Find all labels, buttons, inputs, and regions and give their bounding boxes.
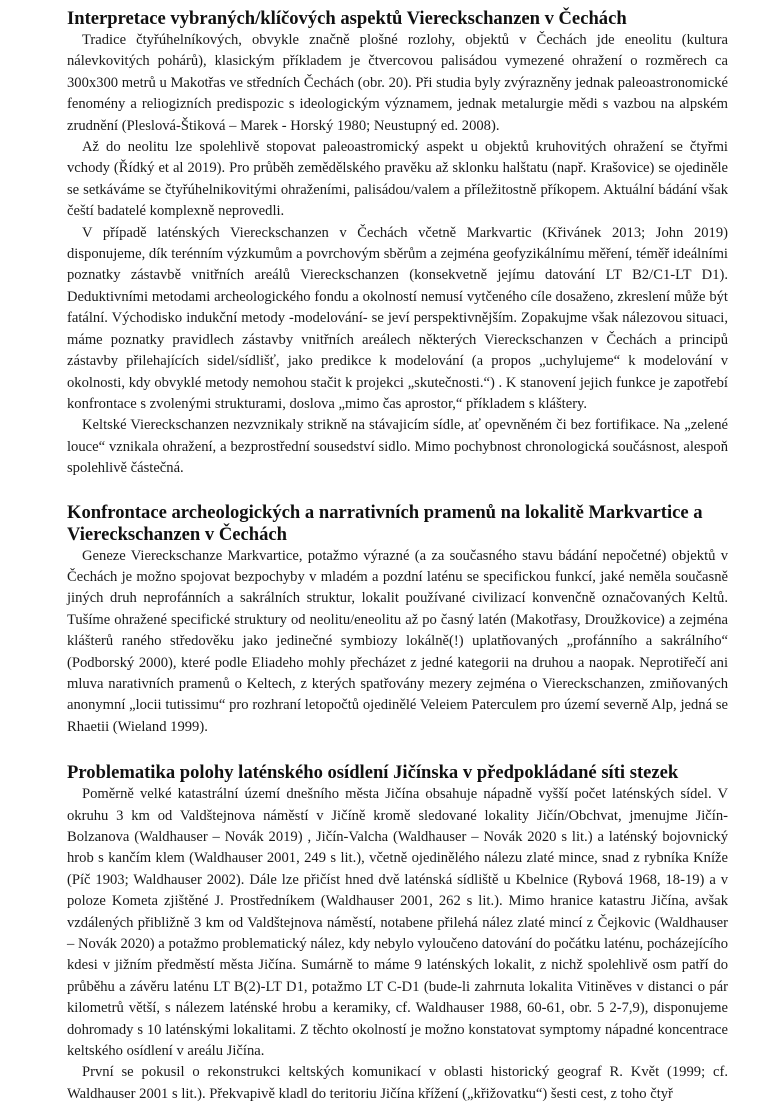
paragraph: První se pokusil o rekonstrukci keltských komunikací v oblasti historický geograf R. Květ (1999; cf. Waldhauser 2001 s lit.). Překvapivě kladl do teritoriu Jičína křížení („křižovatku“) šesti cest, z toho čtyř [67, 1064, 728, 1102]
section-spacer [67, 738, 728, 762]
section-heading-settlement: Problematika polohy laténského osídlení Jičínska v předpokládané síti stezek [67, 762, 679, 784]
section-heading-confrontation: Konfrontace archeologických a narrativních pramenů na lokalitě Markvartice a Viereckschanzen v Čechách [67, 501, 703, 545]
section-spacer [67, 480, 728, 502]
paragraph: V případě laténských Viereckschanzen v Čechách včetně Markvartic (Křivánek 2013; John 2019) disponujeme, dík terénním výzkumům a povrchovým sběrům a zejména geofyzikálnímu měření, téměř ideálními poznatky zástavbě vnitřních areálů Viereckschanzen (konsekvetně jejímu datování LT B2/C1-LT D1). Deduktivními metodami archeologického fondu a okolností nemusí vytčeného cíle dosaženo, zkreslení může být fatální. Východisko indukční metody -modelování- se jeví perspektivnějším. Zopakujme však nálezovou situaci, máme poznatky pravidlech zástavby vnitřních areálech některých Viereckschanzen v Čechách a principů zástavby přilehajících sidel/sídlišť, jako predikce k modelování (a propos „uchylujeme“ k modelování v okolnosti, kdy obvyklé metody nemohou stačit k projekci „skutečnosti.“) . K stanovení jejich funkce je zapotřebí konfrontace s zvolenými strukturami, doslova „mimo čas aprostor,“ příkladem s kláštery. [67, 224, 728, 412]
paragraph: Geneze Viereckschanze Markvartice, potažmo výrazné (a za současného stavu bádání nepočetné) objektů v Čechách je možno spojovat bezpochyby v mladém a pozdní laténu se specifickou funkcí, jaké neměla současně jiných druh neprofánních a sakrálních struktur, lokalit používané civilizací konvenčně označovaných Keltů. Tušíme ohražené specifické struktury od neolitu/eneolitu až po časný latén (Makotřasy, Droužkovice) a zejména klášterů raného středověku jako jedinečné symbiozy lokálně(!) uplatňovaných „profánního a sakrálního“ (Podborský 2000), které podle Eliadeho mohly přecházet z jedné kategorii na druhou a naopak. Neprotiřečí ani mluva narativních pramenů o Keltech, z kterých spatřovány mezery zejména o Viereckschanzen, zmiňovaných anonymní „locii tutissimu“ pro rozhraní letopočtů ojedinělé Veleiem Paterculem pro území severně Alp, jedná se Rhaetii (Wieland 1999). [67, 547, 728, 735]
section-heading-aspects: Interpretace vybraných/klíčových aspektů Viereckschanzen v Čechách [67, 8, 627, 29]
paragraph: Keltské Viereckschanzen nezvznikaly strikně na stávajicím sídle, ať opevněném či bez fortifikace. Na „zelené louce“ vznikala ohražení, a bezprostřední sousedství sidlo. Mimo pochybnost chronologická součásnost, alespoň spolehlivě částečná. [67, 417, 728, 477]
paragraph: Tradice čtyřúhelníkových, obvykle značně plošné rozlohy, objektů v Čechách jde eneolitu (kultura nálevkovitých pohárů), klasickým příkladem je čtvercovou palisádou vymezené ohražení o rozměrech ca 300x300 metrů u Makotřas ve středních Čechách (obr. 20). Při studia byly zvýrazněny jednak paleoastronomické fenomény a reliogizních predispozic s ideologickým významem, jednak metalurgie mědi s vazbou na alpském zrudnění (Pleslová-Štiková – Marek - Horský 1980; Neustupný ed. 2008). [67, 32, 728, 134]
paragraph: Poměrně velké katastrální území dnešního města Jičína obsahuje nápadně vyšší počet laténských sídel. V okruhu 3 km od Valdštejnova náměstí v Jičíně kromě sledované lokality Jičín/Obchvat, jmenujme Jičín-Bolzanova (Waldhauser – Novák 2019) , Jičín-Valcha (Waldhauser – Novák 2020 s lit.) a laténský bojovnický hrob s kančím klem (Waldhauser 2001, 249 s lit.), včetně ojedinělého nálezu zlaté mince, snad z rybníka Kníže (Píč 1903; Waldhauser 2002). Dále lze přičíst hned dvě laténská sídliště u Kbelnice (Rybová 1968, 18-19) a v poloze Kometa zjištěné J. Prostředníkem (Waldhauser 2001, 262 s lit.). Mimo hranice katastru Jičína, avšak vzdálených přibližně 3 km od Valdštejnova náměstí, notabene přilehá nález zlaté mincí z Čejkovic (Waldhauser – Novák 2020) a potažmo problematický nález, kdy nebylo vyloučeno datování do počátku laténu, pocházejícího kdesi v jižním předměstí města Jičína. Sumárně to máme 9 laténských lokalit, z nichž spolehlivě osm patří do průběhu a závěru laténu LT B(2)-LT D1, potažmo LT C-D1 (bude-li zahrnuta lokalita Vitiněves v distanci o pár kilometrů větší, s nálezem laténské hrobu a keramiky, cf. Waldhauser 1988, 60-61, obr. 5 2-7,9), disponujeme dohromady s 10 laténskými lokalitami. Z těchto okolností je možno konstatovat symptomy nápadné koncentrace keltského osídlení v areálu Jičína. [67, 786, 728, 1060]
paragraph: Až do neolitu lze spolehlivě stopovat paleoastromický aspekt u objektů kruhovitých ohražení se čtyřmi vchody (Řídký et al 2019). Pro průběh zemědělského pravěku až sklonku halštatu (např. Krašovice) se ojediněle se setkáváme se čtyřúhelnikovitými ohraženími, palisádou/valem a příležitostně příkopem. Aktuální bádání však čeští badatelé komplexně neprovedli. [67, 139, 728, 220]
